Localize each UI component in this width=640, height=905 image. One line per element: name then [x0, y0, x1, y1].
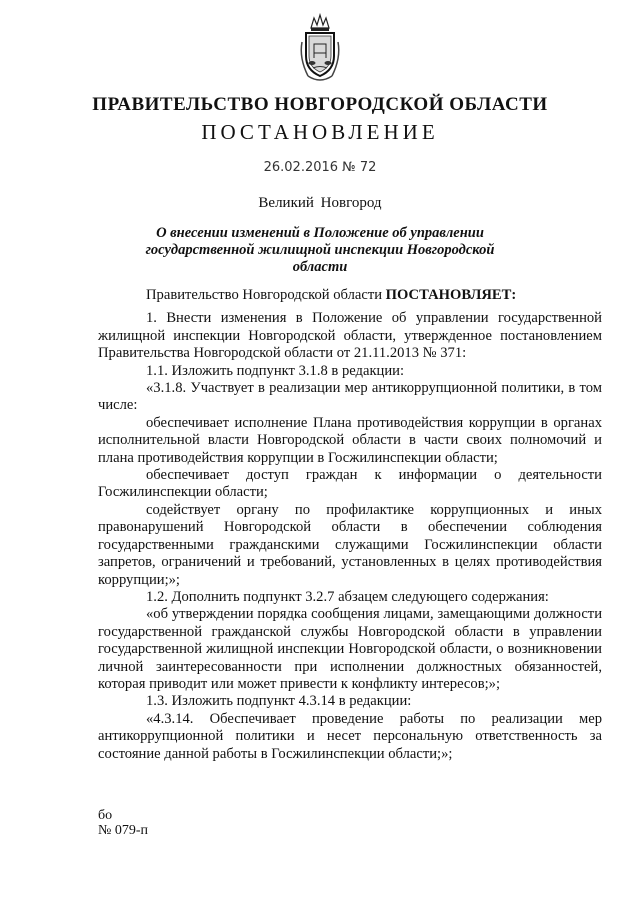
document-body	[98, 287, 602, 763]
document-footer	[98, 808, 148, 838]
city: Великий Новгород	[258, 195, 382, 211]
intro-resolves: ПОСТАНОВЛЯЕТ:	[385, 287, 517, 303]
document-code: № 079-п	[98, 823, 149, 838]
paragraph: содействует органу по профилактике коррупционных и иных правонарушений Новгородской области в обеспечении соблюдения государственными гражданскими служащими Госжилинспекции области запретов, ограничений и требований, установленных в целях противодействия коррупции;»;	[98, 501, 602, 588]
paragraph: обеспечивает исполнение Плана противодействия коррупции в органах исполнительной власти Новгородской области в части своих полномочий и плана противодействия коррупции в Госжилинспекции области;	[98, 414, 602, 466]
government-title: ПРАВИТЕЛЬСТВО НОВГОРОДСКОЙ ОБЛАСТИ	[92, 94, 548, 115]
paragraph: 1.1. Изложить подпункт 3.1.8 в редакции:	[146, 362, 405, 379]
author-initials: бо	[98, 808, 113, 823]
intro-prefix: Правительство Новгородской области	[146, 287, 386, 303]
coat-of-arms-emblem	[298, 6, 342, 86]
paragraph: обеспечивает доступ граждан к информации о деятельности Госжилинспекции области;	[98, 467, 602, 501]
date-and-number: 26.02.2016 № 72	[263, 160, 377, 175]
paragraph: «об утверждении порядка сообщения лицами, замещающими должности государственной гражданской службы Новгородской области в управлении государственной жилищной инспекции Новгородской области, о возникновении личной заинтересованности при исполнении должностных обязанностей, которая приводит или может привести к конфликту интересов;»;	[98, 606, 602, 692]
document-type: ПОСТАНОВЛЕНИЕ	[201, 120, 439, 144]
paragraph: 1. Внести изменения в Положение об управлении государственной жилищной инспекции Новгородской области, утвержденное постановлением Правительства Новгородской области от 21.11.2013 № 371:	[98, 310, 602, 362]
paragraph: «4.3.14. Обеспечивает проведение работы по реализации мер антикоррупционной политики и несет персональную ответственность за состояние данной работы в Госжилинспекции области;»;	[98, 710, 602, 762]
document-subject: О внесении изменений в Положение об управлении государственной жилищной инспекции Новгородской области	[145, 225, 495, 275]
intro-paragraph	[98, 287, 602, 304]
paragraph: 1.3. Изложить подпункт 4.3.14 в редакции:	[146, 693, 412, 710]
paragraph: 1.2. Дополнить подпункт 3.2.7 абзацем следующего содержания:	[146, 588, 549, 605]
paragraph: «3.1.8. Участвует в реализации мер антикоррупционной политики, в том числе:	[98, 380, 602, 414]
